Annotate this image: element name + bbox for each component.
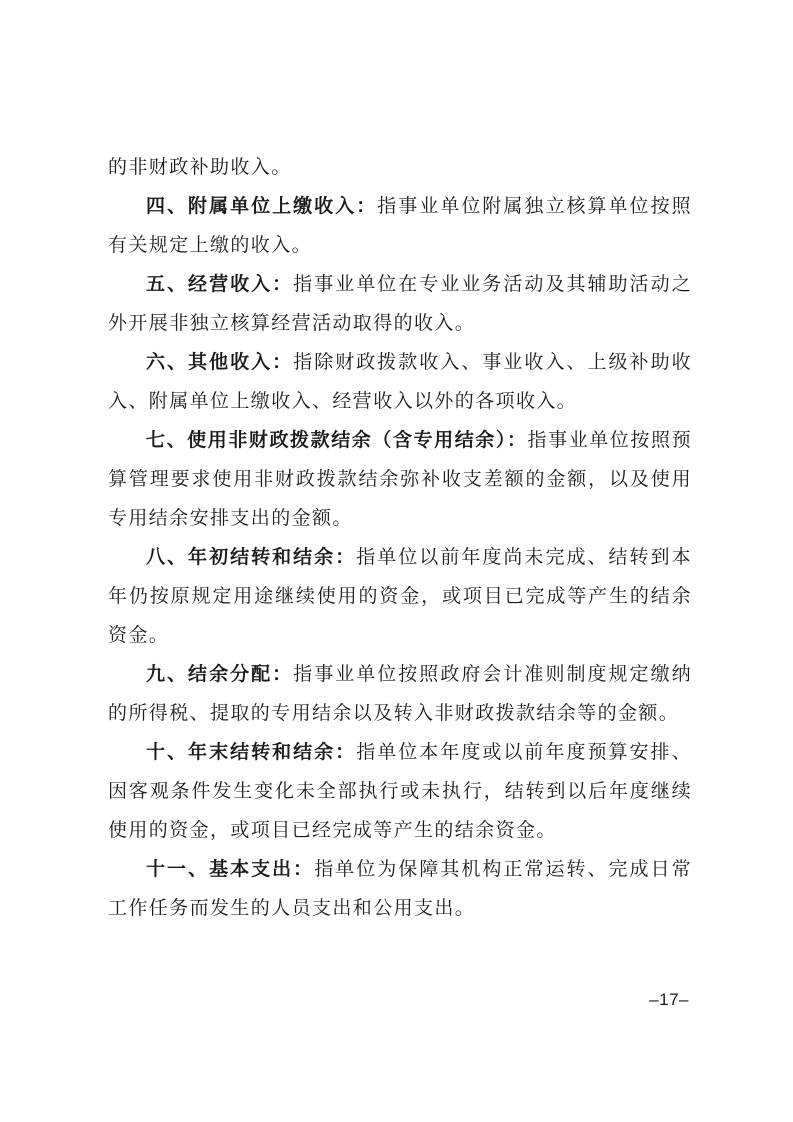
definition-text: 指单位为保障其机构正常运转、完成日常工作任务而发生的人员支出和公用支出。	[108, 858, 693, 919]
definition-paragraph-9	[108, 655, 692, 733]
definition-text: 指单位本年度或以前年度预算安排、因客观条件发生变化未全部执行或未执行，结转到以后年度继续使用的资金，或项目已经完成等产生的结余资金。	[108, 741, 692, 841]
definition-term: 十、年末结转和结余：	[146, 741, 357, 763]
definition-term: 八、年初结转和结余：	[146, 546, 357, 568]
document-body	[108, 148, 692, 928]
definition-text: 指事业单位按照预算管理要求使用非财政拨款结余弥补收支差额的金额，以及使用专用结余安排支出的金额。	[108, 429, 692, 529]
definition-term: 七、使用非财政拨款结余（含专用结余）：	[146, 429, 528, 451]
definition-paragraph-4	[108, 187, 692, 265]
definition-text: 指单位以前年度尚未完成、结转到本年仍按原规定用途继续使用的资金，或项目已完成等产生的结余资金。	[108, 546, 692, 646]
definition-text: 指事业单位按照政府会计准则制度规定缴纳的所得税、提取的专用结余以及转入非财政拨款结余等的金额。	[108, 663, 692, 724]
definition-paragraph-8	[108, 538, 692, 655]
definition-paragraph-6	[108, 343, 692, 421]
definition-text: 指事业单位附属独立核算单位按照有关规定上缴的收入。	[108, 195, 692, 256]
definition-term: 四、附属单位上缴收入：	[146, 195, 378, 217]
definition-term: 六、其他收入：	[146, 351, 294, 373]
definition-term: 九、结余分配：	[146, 663, 294, 685]
definition-text: 指事业单位在专业业务活动及其辅助活动之外开展非独立核算经营活动取得的收入。	[108, 273, 692, 334]
definition-paragraph-7	[108, 421, 692, 538]
continuation-paragraph: 的非财政补助收入。	[108, 156, 292, 178]
definition-term: 五、经营收入：	[146, 273, 294, 295]
definition-term: 十一、基本支出：	[146, 858, 315, 880]
page-number: –17–	[649, 990, 689, 1009]
definition-text: 指除财政拨款收入、事业收入、上级补助收入、附属单位上缴收入、经营收入以外的各项收入。	[108, 351, 692, 412]
definition-paragraph-10	[108, 733, 692, 850]
definition-paragraph-11	[108, 850, 692, 928]
definition-paragraph-5	[108, 265, 692, 343]
